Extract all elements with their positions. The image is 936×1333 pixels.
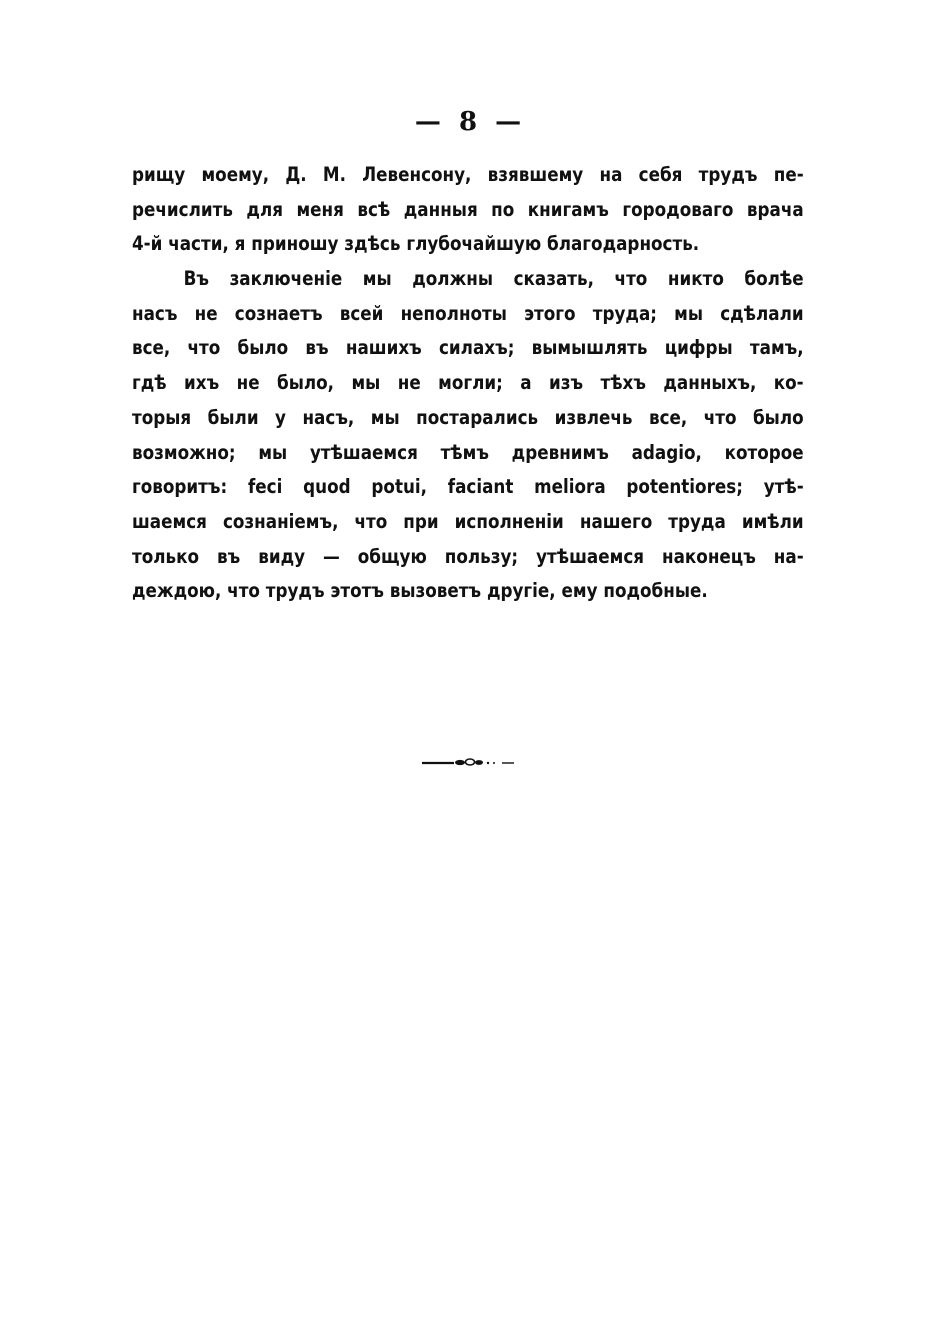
text-line: только въ виду — общую пользу; утѣшаемся наконецъ на- bbox=[132, 544, 804, 568]
text-line: 4-й части, я приношу здѣсь глубочайшую благодарность. bbox=[132, 232, 700, 256]
page-number: — 8 — bbox=[414, 107, 522, 137]
text-line: Въ заключеніе мы должны сказать, что никто болѣе bbox=[183, 267, 804, 291]
text-line: шаемся сознаніемъ, что при исполненіи нашего труда имѣли bbox=[132, 509, 804, 533]
text-line: насъ не сознаетъ всей неполноты этого труда; мы сдѣлали bbox=[132, 301, 804, 325]
body-text bbox=[132, 158, 804, 609]
text-line: возможно; мы утѣшаемся тѣмъ древнимъ adagio, которое bbox=[132, 440, 804, 464]
text-line: торыя были у насъ, мы постарались извлечь все, что было bbox=[132, 405, 804, 429]
text-line: гдѣ ихъ не было, мы не могли; а изъ тѣхъ данныхъ, ко- bbox=[132, 371, 804, 395]
text-line: говоритъ: feci quod potui, faciant meliora potentiores; утѣ- bbox=[132, 475, 804, 499]
text-line: деждою, что трудъ этотъ вызоветъ другіе, ему подобные. bbox=[132, 579, 708, 603]
end-ornament bbox=[0, 752, 936, 772]
text-line: речислить для меня всѣ данныя по книгамъ городоваго врача bbox=[132, 197, 804, 221]
text-line: рищу моему, Д. М. Левенсону, взявшему на себя трудъ пе- bbox=[132, 163, 804, 186]
text-line: все, что было въ нашихъ силахъ; вымышлять цифры тамъ, bbox=[132, 336, 804, 360]
flourish-icon bbox=[418, 756, 518, 768]
